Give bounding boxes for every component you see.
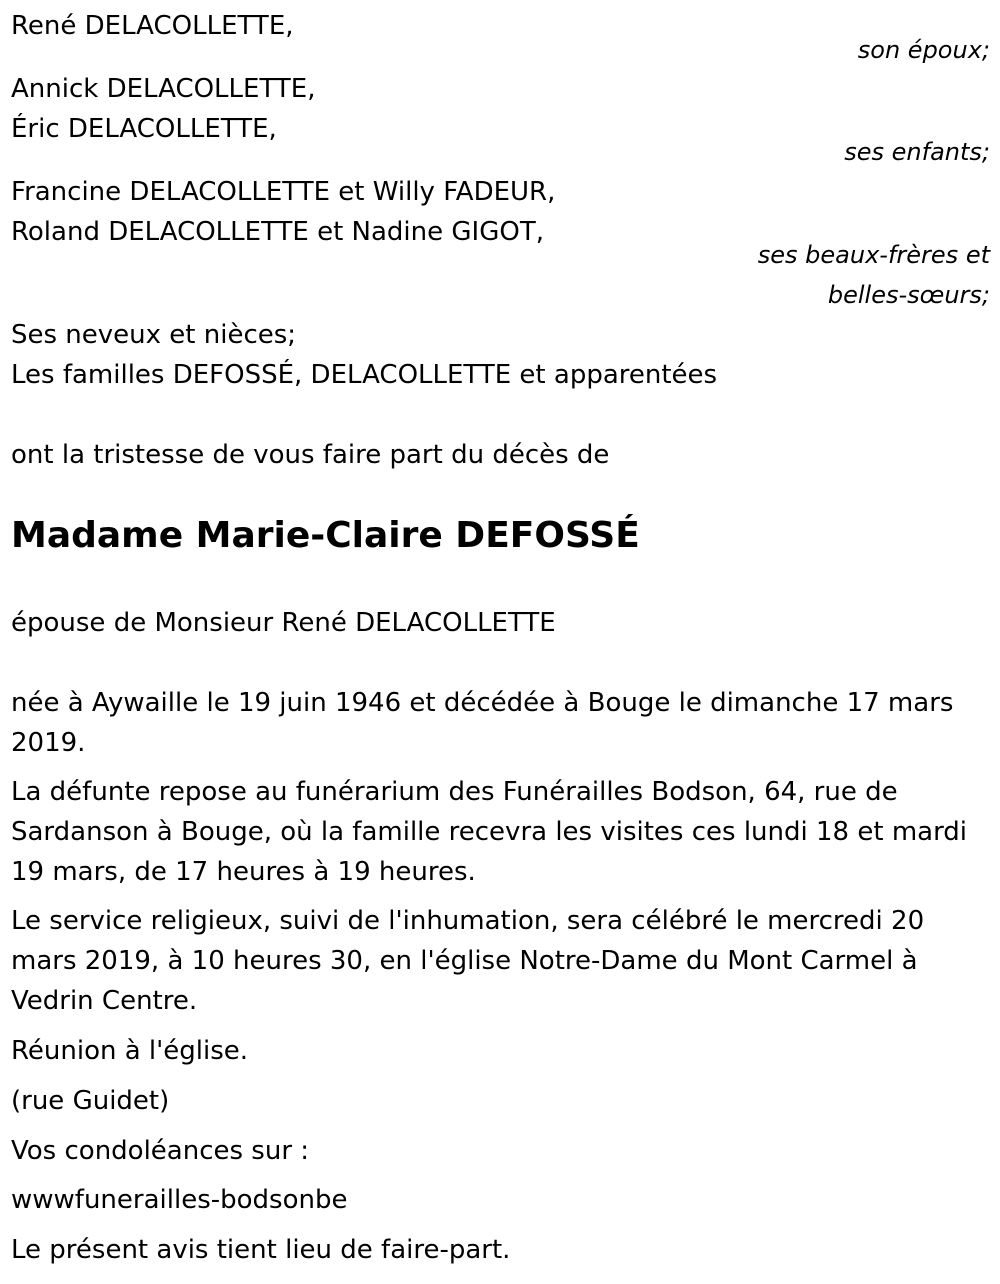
spouse-of-text: épouse de Monsieur René DELACOLLETTE	[11, 608, 556, 638]
announcement-text: ont la tristesse de vous faire part du décès de	[11, 440, 610, 470]
notice-text: Le présent avis tient lieu de faire-part.	[11, 1235, 511, 1265]
birth-death-text: née à Aywaille le 19 juin 1946 et décédée à Bouge le dimanche 17 mars 2019.	[11, 688, 954, 758]
meeting-text: Réunion à l'église.	[11, 1036, 249, 1066]
viewing-text: La défunte repose au funérarium des Funérailles Bodson, 64, rue de Sardanson à Bouge, où la famille recevra les visites ces lundi 18 et mardi 19 mars, de 17 heures à 19 heures.	[11, 777, 968, 887]
other-relatives: Ses neveux et nièces;	[11, 320, 297, 350]
condolences-text: Vos condoléances sur :	[11, 1136, 310, 1166]
deceased-name: Madame Marie-Claire DEFOSSÉ	[11, 515, 640, 556]
children-role: ses enfants;	[844, 138, 990, 166]
spouse-name: René DELACOLLETTE,	[11, 11, 294, 41]
child-name: Annick DELACOLLETTE,	[11, 74, 316, 104]
in-laws-role-continued: belles-sœurs;	[827, 281, 990, 309]
website-text: wwwfunerailles-bodsonbe	[11, 1185, 348, 1215]
in-law-name: Francine DELACOLLETTE et Willy FADEUR,	[11, 177, 556, 207]
child-name: Éric DELACOLLETTE,	[11, 114, 277, 144]
in-laws-role: ses beaux-frères et	[757, 241, 990, 269]
street-text: (rue Guidet)	[11, 1086, 170, 1116]
in-law-name: Roland DELACOLLETTE et Nadine GIGOT,	[11, 217, 544, 247]
other-relatives: Les familles DEFOSSÉ, DELACOLLETTE et apparentées	[11, 360, 718, 390]
service-text: Le service religieux, suivi de l'inhumation, sera célébré le mercredi 20 mars 2019, à 10 heures 30, en l'église Notre-Dame du Mont Carmel à Vedrin Centre.	[11, 906, 925, 1016]
spouse-role: son époux;	[857, 36, 990, 64]
